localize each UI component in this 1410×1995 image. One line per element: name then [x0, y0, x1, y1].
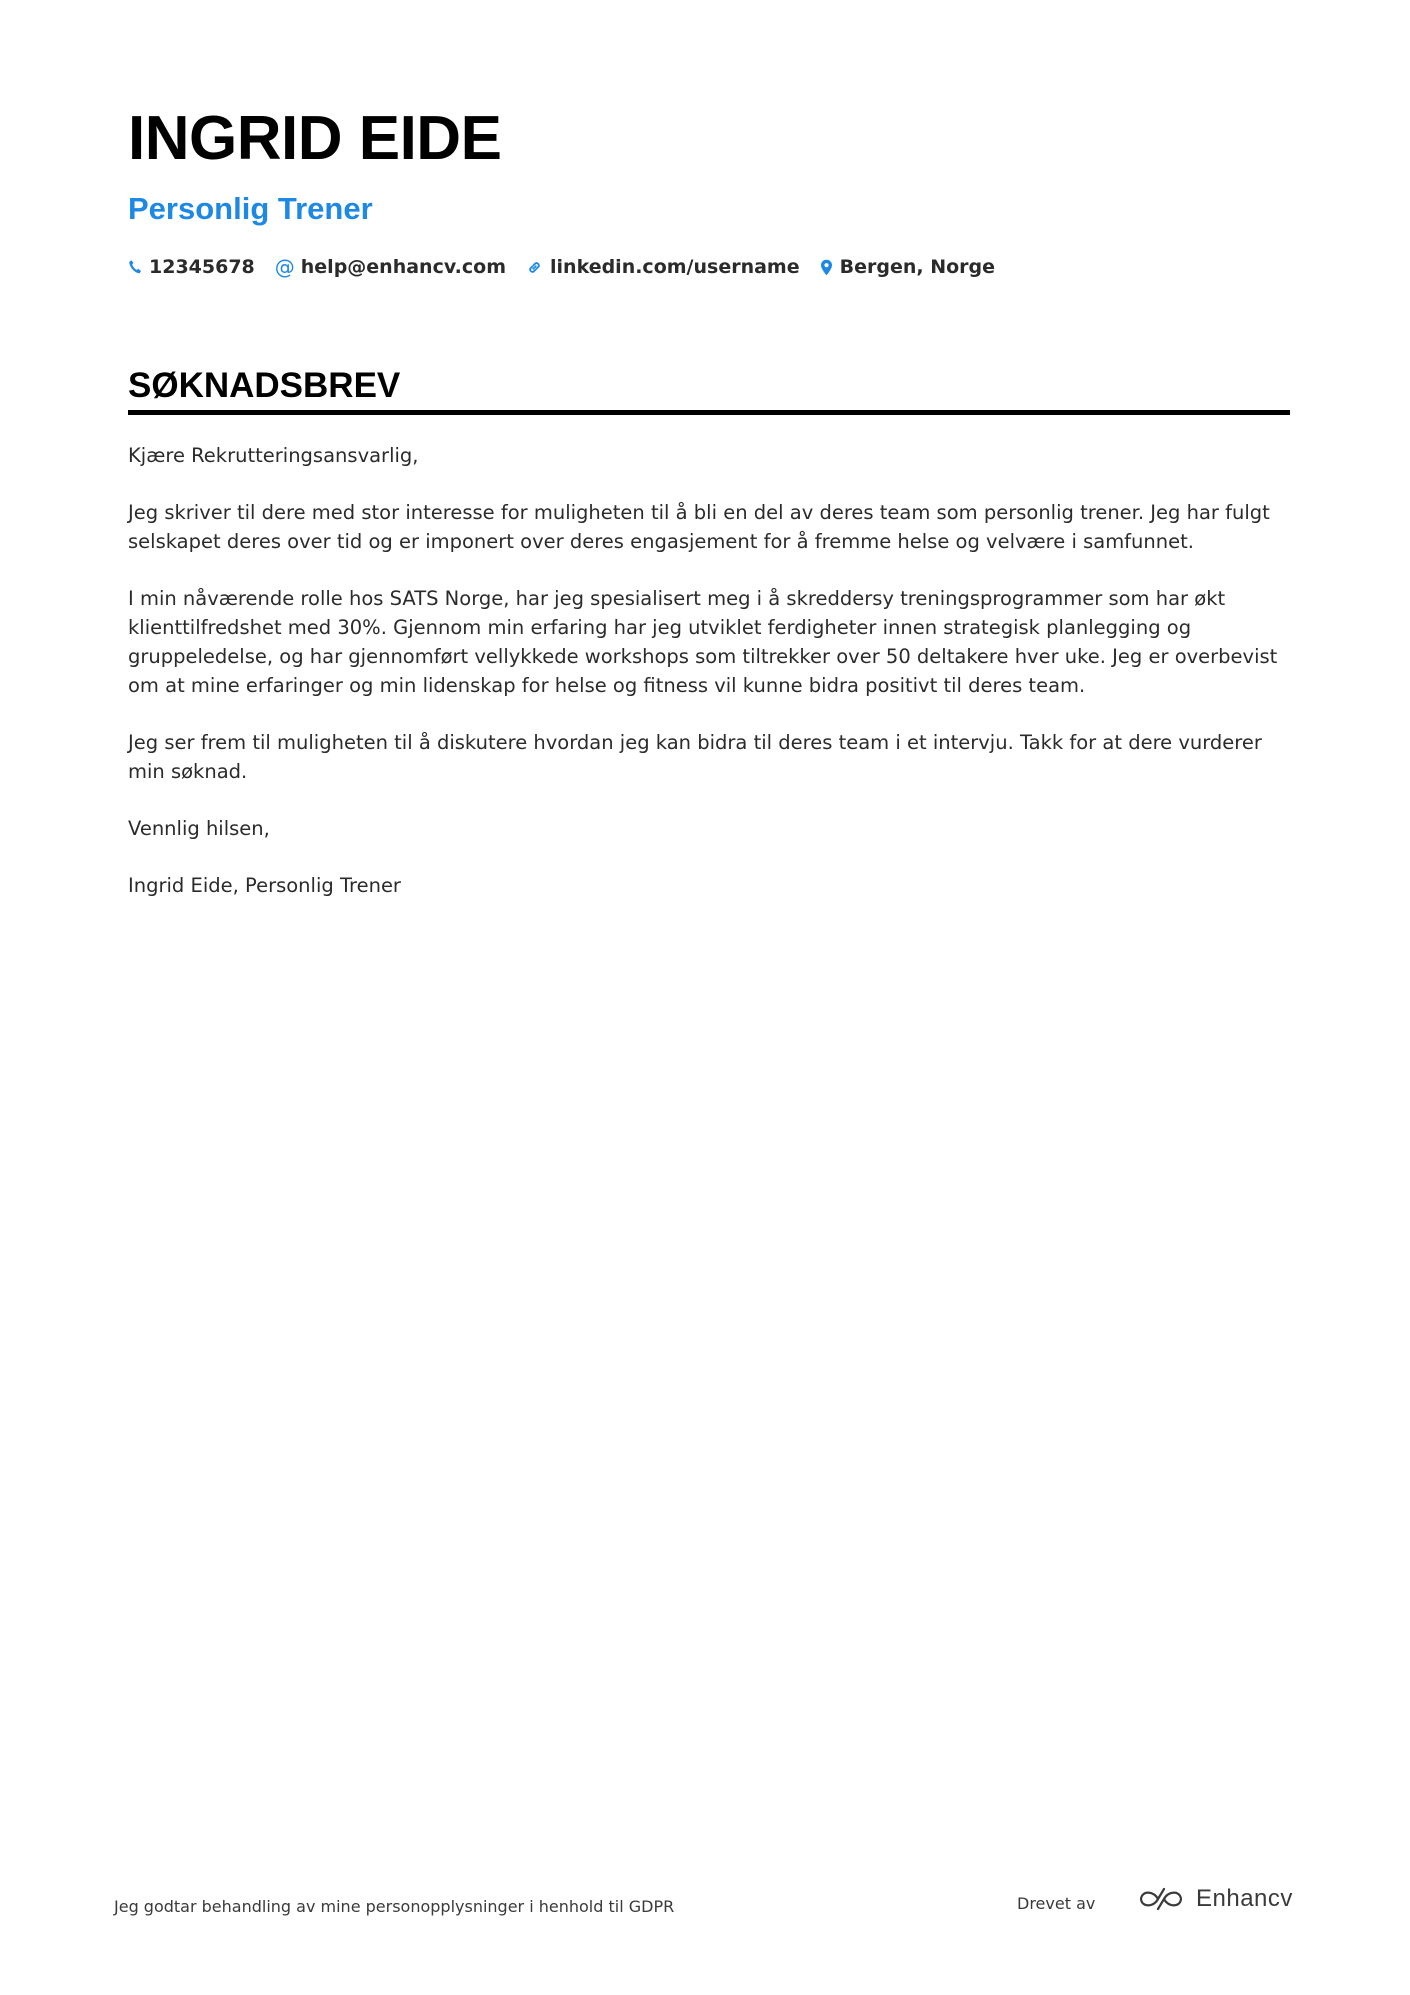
applicant-role: Personlig Trener	[128, 191, 373, 226]
letter-closing: Vennlig hilsen,	[128, 817, 270, 840]
enhancv-logo-icon	[1138, 1886, 1184, 1912]
contact-phone[interactable]	[128, 256, 255, 278]
contact-location	[820, 256, 995, 278]
letter-paragraph-1: Jeg skriver til dere med stor interesse for muligheten til å bli en del av deres team som personlig trener. Jeg har fulgt selskapet deres over tid og er imponert over deres engasjement for å fremme helse og velvære i samfunnet.	[128, 501, 1270, 553]
at-icon: @	[274, 255, 295, 279]
letter-salutation: Kjære Rekrutteringsansvarlig,	[128, 444, 419, 467]
contact-linkedin[interactable]	[526, 256, 800, 278]
gdpr-consent-text: Jeg godtar behandling av mine personopplysninger i henhold til GDPR	[114, 1897, 675, 1916]
contact-email[interactable]	[275, 256, 506, 278]
enhancv-brand-name: Enhancv	[1196, 1885, 1293, 1912]
phone-text: 12345678	[149, 256, 255, 278]
letter-body	[128, 441, 1290, 928]
email-text: help@enhancv.com	[300, 256, 507, 278]
link-icon	[526, 259, 543, 276]
contact-row	[128, 256, 1015, 278]
section-title: SØKNADSBREV	[128, 366, 401, 405]
location-pin-icon	[820, 259, 833, 276]
powered-by-label: Drevet av	[1017, 1894, 1096, 1913]
location-text: Bergen, Norge	[839, 256, 996, 278]
enhancv-brand[interactable]	[1138, 1886, 1293, 1912]
letter-paragraph-3: Jeg ser frem til muligheten til å diskutere hvordan jeg kan bidra til deres team i et intervju. Takk for at dere vurderer min søknad.	[128, 731, 1262, 783]
applicant-name: INGRID EIDE	[128, 104, 502, 173]
section-divider	[128, 410, 1290, 415]
linkedin-text: linkedin.com/username	[550, 256, 800, 278]
letter-signature: Ingrid Eide, Personlig Trener	[128, 874, 401, 897]
phone-icon	[128, 259, 142, 275]
letter-paragraph-2: I min nåværende rolle hos SATS Norge, har jeg spesialisert meg i å skreddersy treningsprogrammer som har økt klienttilfredshet med 30%. Gjennom min erfaring har jeg utviklet ferdigheter innen strategisk planlegging og gruppeledelse, og har gjennomført vellykkede workshops som tiltrekker over 50 deltakere hver uke. Jeg er overbevist om at mine erfaringer og min lidenskap for helse og fitness vil kunne bidra positivt til deres team.	[128, 587, 1278, 697]
